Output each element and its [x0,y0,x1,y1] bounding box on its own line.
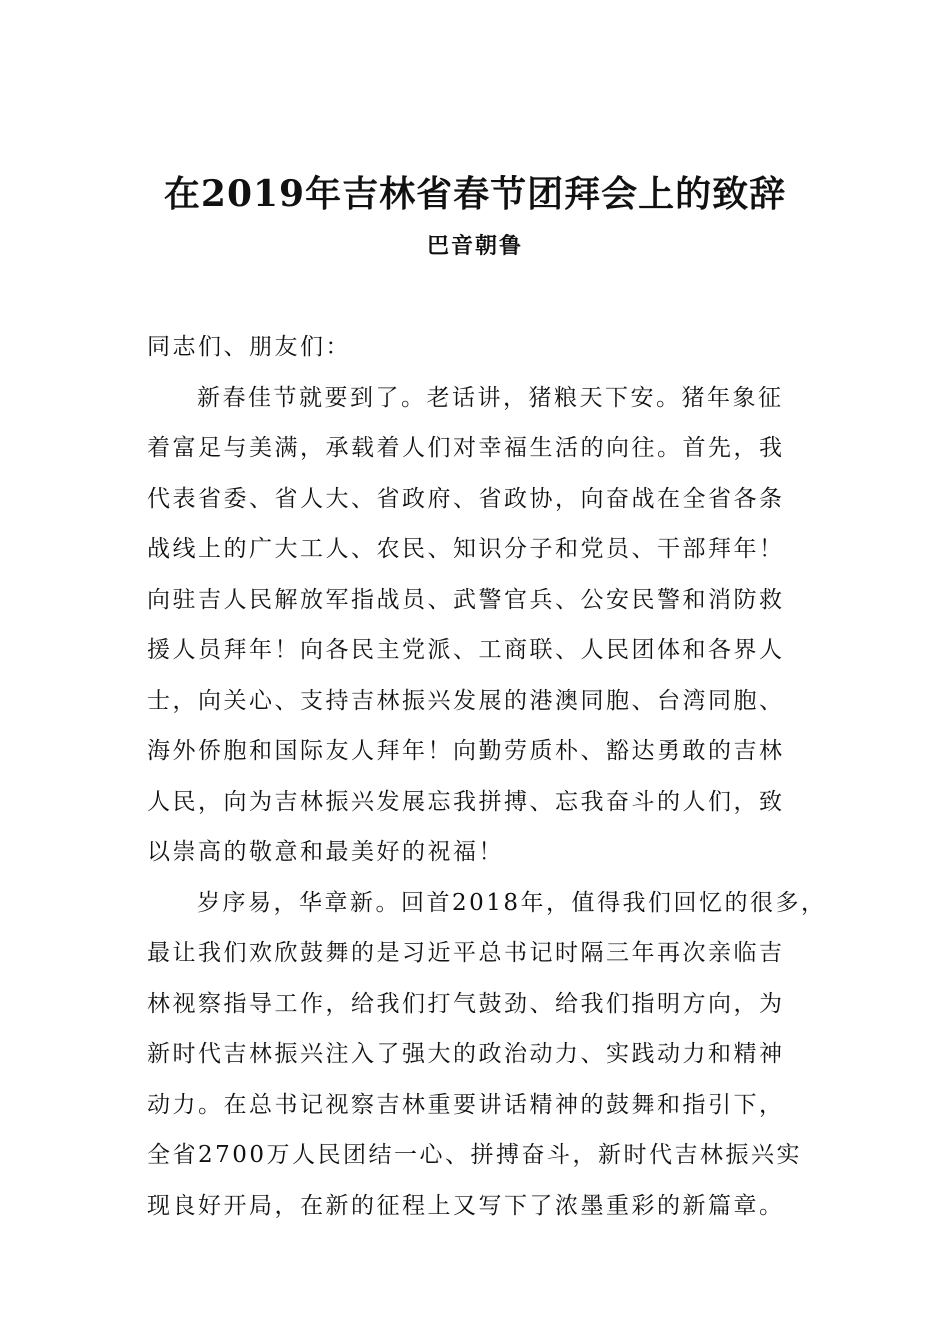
body-line: 士，向关心、支持吉林振兴发展的港澳同胞、台湾同胞、 [147,687,785,714]
page-title: 在2019年吉林省春节团拜会上的致辞 [163,173,787,215]
body-line: 援人员拜年！向各民主党派、工商联、人民团体和各界人 [147,637,785,663]
body-line: 岁序易，华章新。回首2018年，值得我们回忆的很多， [197,889,827,916]
body-line: 全省2700万人民团结一心、拼搏奋斗，新时代吉林振兴实 [147,1142,803,1168]
body-line: 着富足与美满，承载着人们对幸福生活的向往。首先，我 [147,435,785,461]
document-body [147,327,827,1236]
body-line: 新春佳节就要到了。老话讲，猪粮天下安。猪年象征 [197,384,784,411]
body-line: 新时代吉林振兴注入了强大的政治动力、实践动力和精神 [147,1041,785,1067]
body-line: 向驻吉人民解放军指战员、武警官兵、公安民警和消防救 [147,586,785,613]
body-line: 海外侨胞和国际友人拜年！向勤劳质朴、豁达勇敢的吉林 [147,738,785,764]
author-name: 巴音朝鲁 [426,233,523,259]
body-line: 人民，向为吉林振兴发展忘我拼搏、忘我奋斗的人们，致 [147,788,785,815]
body-line: 动力。在总书记视察吉林重要讲话精神的鼓舞和指引下， [147,1091,785,1118]
body-line: 代表省委、省人大、省政府、省政协，向奋战在全省各条 [147,485,785,512]
body-line: 同志们、朋友们： [147,334,351,360]
body-line: 林视察指导工作，给我们打气鼓劲、给我们指明方向，为 [147,990,785,1017]
body-line: 以崇高的敬意和最美好的祝福！ [147,839,504,865]
body-line: 现良好开局，在新的征程上又写下了浓墨重彩的新篇章。 [147,1192,785,1219]
body-line: 战线上的广大工人、农民、知识分子和党员、干部拜年！ [147,536,785,562]
body-line: 最让我们欢欣鼓舞的是习近平总书记时隔三年再次亲临吉 [147,940,785,966]
